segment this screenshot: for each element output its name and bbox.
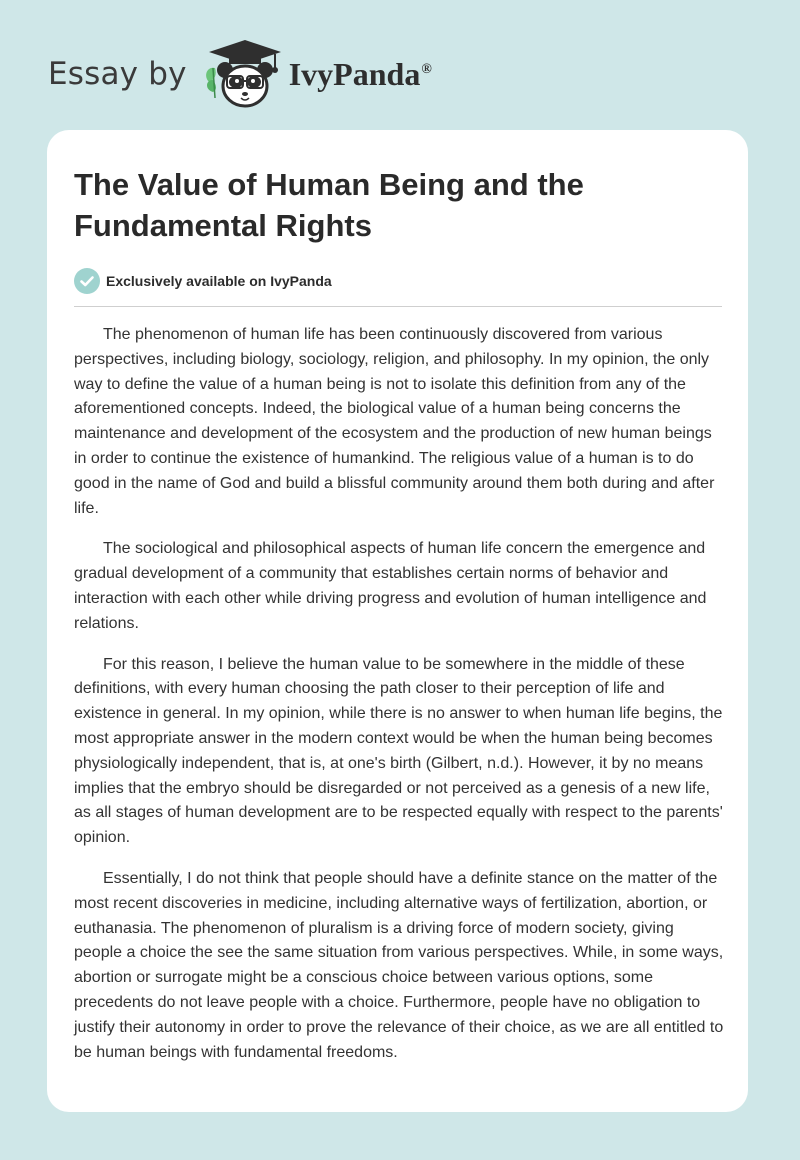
registered-mark: ®: [421, 62, 432, 78]
exclusive-badge: [74, 268, 721, 294]
essay-title: The Value of Human Being and the Fundamental Rights: [74, 167, 584, 243]
brand-text: IvyPanda: [288, 56, 421, 92]
panda-logo-icon[interactable]: [201, 36, 285, 112]
site-header: [48, 34, 432, 114]
paragraph-2: The sociological and philosophical aspects of human life concern the emergence and gradual development of a community that establishes certain norms of behavior and interaction with each other while driving progress and evolution of human intelligence and relations.: [74, 540, 707, 632]
brand-name[interactable]: [289, 58, 432, 90]
check-circle-icon: [74, 268, 100, 294]
essay-body: [74, 323, 724, 1065]
essay-by-label: Essay by: [48, 55, 187, 92]
paragraph-3: For this reason, I believe the human value to be somewhere in the middle of these definitions, with every human choosing the path closer to their perception of life and existence in general. In my opinion, while there is no answer to when human life begins, the most appropriate answer in the modern context would be when the human being becomes physiologically independent, that is, at one's birth (Gilbert, n.d.). However, it by no means implies that the embryo should be disregarded or not perceived as a genesis of a new life, as all stages of human development are to be respected equally with respect to the parents' opinion.: [74, 655, 723, 847]
paragraph-4: Essentially, I do not think that people should have a definite stance on the matter of the most recent discoveries in medicine, including alternative ways of fertilization, abortion, or euthanasia. The phenomenon of pluralism is a driving force of modern society, giving people a choice the see the same situation from various perspectives. While, in some ways, abortion or surrogate might be a conscious choice between various options, some precedents do not leave people with a choice. Furthermore, people have no obligation to justify their autonomy in order to prove the relevance of their choice, as we are all entitled to be human beings with fundamental freedoms.: [74, 869, 724, 1061]
title-divider: [74, 306, 722, 307]
paragraph-1: The phenomenon of human life has been continuously discovered from various perspectives, including biology, sociology, religion, and philosophy. In my opinion, the only way to define the value of a human being is not to isolate this definition from any of the aforementioned concepts. Indeed, the biological value of a human being concerns the maintenance and development of the ecosystem and the production of new human beings in order to continue the existence of humankind. The religious value of a human is to do good in the name of God and build a blissful community around them both during and after life.: [74, 326, 715, 517]
exclusive-label: Exclusively available on IvyPanda: [106, 273, 332, 289]
essay-card: [47, 130, 748, 1112]
